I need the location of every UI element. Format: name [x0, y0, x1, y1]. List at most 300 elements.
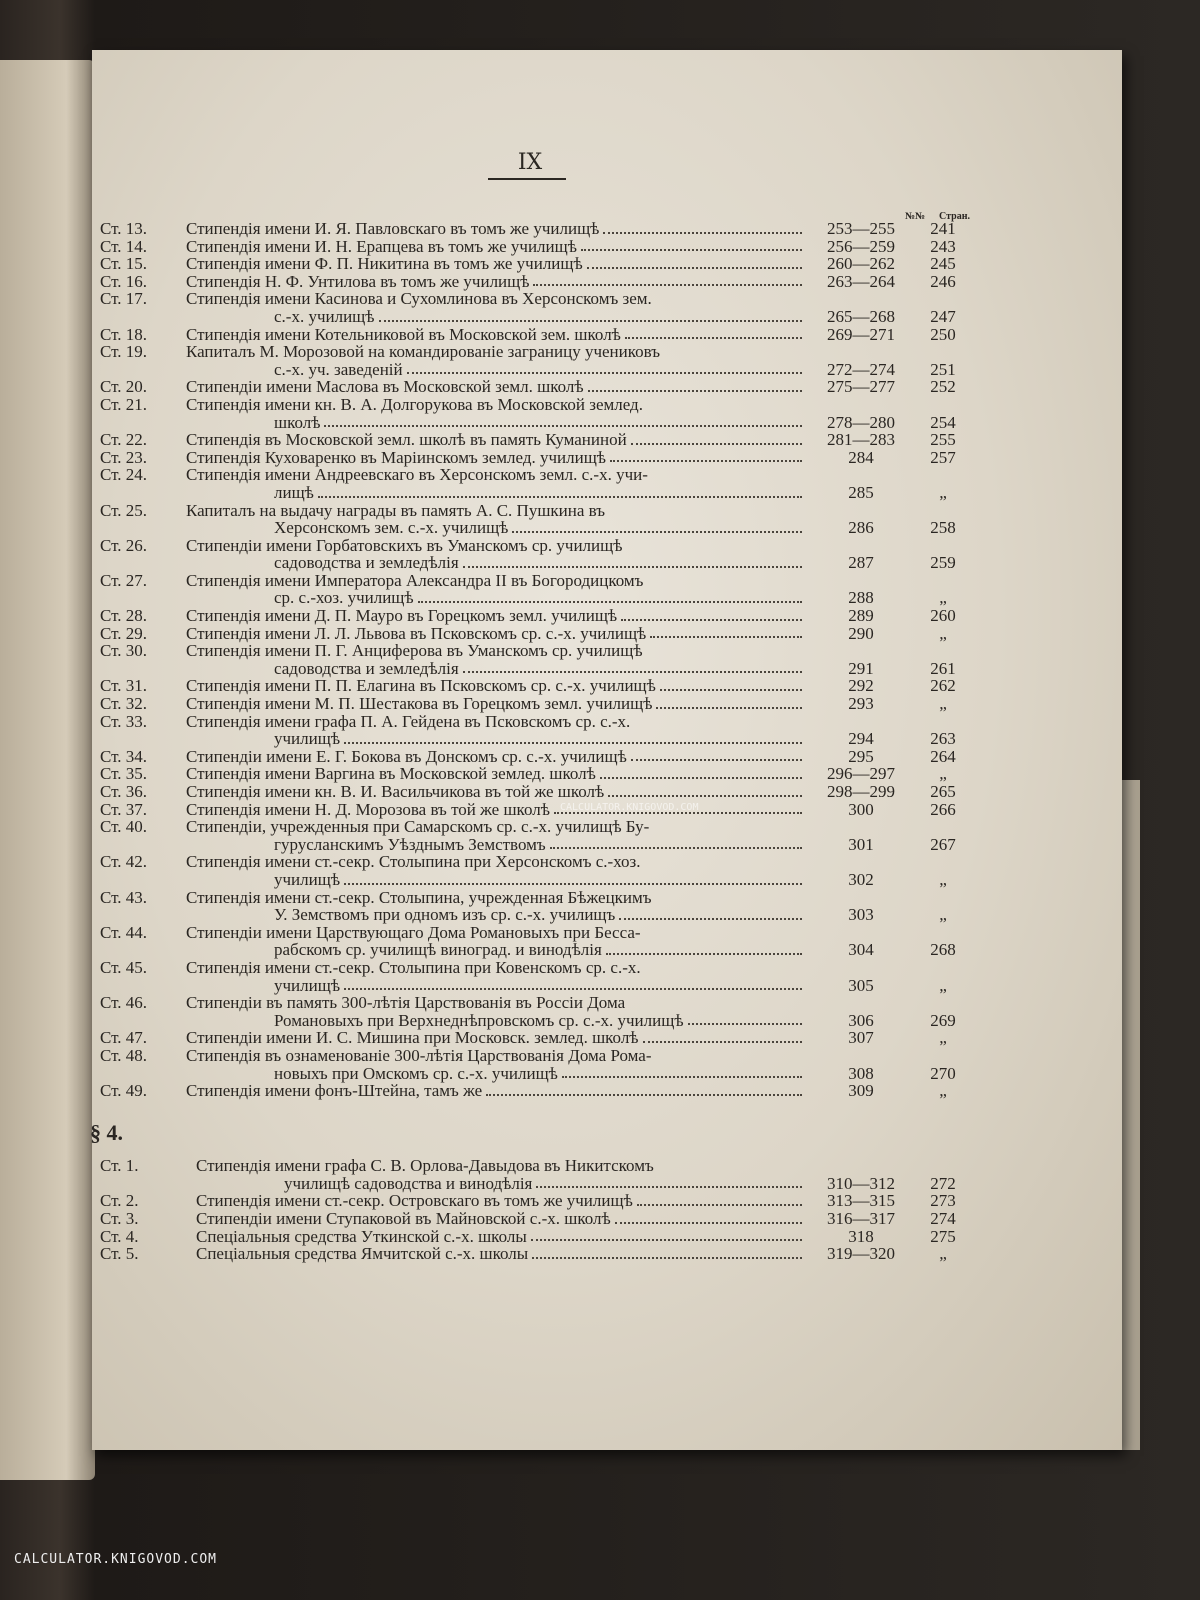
dot-leader [688, 1023, 802, 1025]
toc-entry [100, 220, 970, 238]
entry-title-line [196, 1192, 806, 1210]
entry-title [186, 343, 806, 378]
entry-title-text: садоводства и земледѣлія [274, 553, 459, 573]
entry-numbers: 265—268 [827, 306, 895, 326]
dot-leader [615, 1222, 802, 1224]
entry-page: 241 [930, 219, 956, 238]
entry-title-text: школѣ [274, 412, 321, 432]
entry-title-line [196, 1157, 806, 1175]
dot-leader [344, 988, 802, 990]
dot-leader [631, 443, 802, 445]
entry-title [186, 765, 806, 783]
entry-title-text: Стипендіи въ память 300-лѣтія Царствованія въ Россіи Дома [186, 993, 626, 1013]
entry-title-text: Стипендіи, учрежденныя при Самарскомъ ср. с.-х. училищѣ Бу- [186, 817, 650, 837]
entry-title-line [186, 537, 806, 555]
entry-numbers: 260—262 [827, 254, 895, 274]
article-number: Ст. 28. [100, 606, 148, 626]
entry-numbers: 281—283 [827, 430, 895, 450]
dot-leader [587, 267, 802, 269]
entry-title-line [186, 308, 806, 326]
entry-title-line [186, 801, 806, 819]
entry-title-line [196, 1175, 806, 1193]
entry-title-text: ср. с.-хоз. училищѣ [274, 588, 414, 608]
entry-title-line [186, 713, 806, 731]
entry-title-text: Стипендія имени Л. Л. Львова въ Псковскомъ ср. с.-х. училищѣ [186, 623, 647, 643]
entry-title-text: новыхъ при Омскомъ ср. с.-х. училищѣ [274, 1063, 558, 1083]
entry-title-text: Стипендія имени И. Я. Павловскаго въ томъ же училищѣ [186, 219, 600, 238]
entry-title [186, 625, 806, 643]
article-number: Ст. 4. [100, 1226, 139, 1246]
entry-numbers: 300 [848, 799, 874, 819]
toc-entry [100, 378, 970, 396]
entry-page: 251 [930, 359, 956, 379]
entry-numbers: 305 [848, 975, 874, 995]
entry-title-text: Стипендія имени П. Г. Анциферова въ Уманскомъ ср. училищѣ [186, 641, 643, 661]
dot-leader [660, 689, 802, 691]
toc-entry [100, 572, 970, 607]
entry-title-line [186, 977, 806, 995]
entry-numbers: 278—280 [827, 412, 895, 432]
toc-entry [100, 1192, 970, 1210]
entry-title-text: Стипендіи имени Е. Г. Бокова въ Донскомъ ср. с.-х. училищѣ [186, 746, 627, 766]
entry-title-line [186, 889, 806, 907]
section-4-title: § 4. [90, 1119, 123, 1145]
entry-title [186, 713, 806, 748]
entry-page: 273 [930, 1191, 956, 1211]
dot-leader [621, 619, 802, 621]
entry-numbers: 301 [848, 834, 874, 854]
entry-title-line [186, 484, 806, 502]
toc-entry [100, 748, 970, 766]
entry-title-line [186, 396, 806, 414]
entry-title [186, 466, 806, 501]
entry-title-line [186, 220, 806, 238]
dot-leader [606, 953, 802, 955]
article-number: Ст. 1. [100, 1156, 139, 1176]
toc-entry [100, 273, 970, 291]
article-number: Ст. 23. [100, 447, 148, 467]
entry-title-line [186, 273, 806, 291]
entry-numbers: 293 [848, 694, 874, 714]
entry-title [186, 959, 806, 994]
dot-leader [643, 1041, 802, 1043]
column-headers [905, 208, 970, 226]
entry-title-text: Стипендія имени И. Н. Ерапцева въ томъ же училищѣ [186, 236, 577, 256]
entry-numbers: 263—264 [827, 271, 895, 291]
entry-title-line [186, 466, 806, 484]
entry-page: 270 [930, 1063, 956, 1083]
entry-numbers: 298—299 [827, 782, 895, 801]
entry-title-text: Стипендіи имени Маслова въ Московской земл. школѣ [186, 377, 584, 397]
entry-title-line [186, 836, 806, 854]
toc-entry [100, 625, 970, 643]
entry-numbers: 286 [848, 518, 874, 538]
entry-title [186, 290, 806, 325]
dot-leader [625, 337, 802, 339]
entry-numbers: 308 [848, 1063, 874, 1083]
entry-page: „ [939, 1028, 947, 1048]
entry-page: 250 [930, 324, 956, 344]
dot-leader [463, 566, 802, 568]
entry-title-line [186, 695, 806, 713]
article-number: Ст. 44. [100, 922, 148, 942]
toc-entry [100, 713, 970, 748]
entry-title-line [186, 290, 806, 308]
entry-page: 243 [930, 236, 956, 256]
entry-title-text: Стипендія въ Московской земл. школѣ въ память Куманиной [186, 430, 627, 450]
article-number: Ст. 31. [100, 676, 148, 696]
entry-title [186, 677, 806, 695]
entry-title-text: Стипендія имени П. П. Елагина въ Псковскомъ ср. с.-х. училищѣ [186, 676, 656, 696]
entry-title-line [186, 572, 806, 590]
entry-title [186, 607, 806, 625]
entry-title [196, 1245, 806, 1263]
toc-entry [100, 801, 970, 819]
entry-numbers: 294 [848, 729, 874, 749]
dot-leader [533, 284, 802, 286]
article-number: Ст. 48. [100, 1045, 148, 1065]
entry-title-text: Стипендія имени Императора Александра II въ Богородицкомъ [186, 570, 644, 590]
entry-title-line [186, 607, 806, 625]
entry-title-text: училищѣ садоводства и винодѣлія [284, 1173, 533, 1193]
entry-title-text: Стипендія имени ст.-секр. Столыпина, учрежденная Бѣжецкимъ [186, 887, 652, 907]
entry-page: „ [939, 1244, 947, 1264]
entry-title-text: Стипендія въ ознаменованіе 300-лѣтія Царствованія Дома Рома- [186, 1045, 652, 1065]
entry-title-text: Романовыхъ при Верхнеднѣпровскомъ ср. с.-х. училищѣ [274, 1010, 684, 1030]
entry-numbers: 269—271 [827, 324, 895, 344]
entry-title-line [186, 1082, 806, 1100]
entry-title-text: Стипендіи имени Ступаковой въ Майновской с.-х. школѣ [196, 1209, 611, 1229]
entry-title-line [186, 361, 806, 379]
entry-page: 269 [930, 1010, 956, 1030]
dot-leader [608, 795, 802, 797]
article-number: Ст. 21. [100, 394, 148, 414]
dot-leader [318, 496, 802, 498]
dot-leader [536, 1186, 802, 1188]
toc-entry [100, 695, 970, 713]
entry-title-text: садоводства и земледѣлія [274, 658, 459, 678]
entry-title-text: Стипендія имени Андреевскаго въ Херсонскомъ земл. с.-х. учи- [186, 465, 648, 485]
entry-title-text: Стипендіи имени Царствующаго Дома Романовыхъ при Бесса- [186, 922, 641, 942]
entry-title-line [186, 378, 806, 396]
entry-title-text: Капиталъ М. Морозовой на командированіе заграницу учениковъ [186, 342, 661, 362]
entry-title-line [186, 1012, 806, 1030]
entry-title-text: Стипендія Н. Ф. Унтилова въ томъ же училищѣ [186, 271, 530, 291]
entry-title-text: Стипендія имени графа С. В. Орлова-Давыдова въ Никитскомъ [196, 1156, 654, 1176]
entry-title-text: Стипендія имени Ф. П. Никитина въ томъ же училищѣ [186, 254, 583, 274]
entry-title-line [186, 1065, 806, 1083]
article-number: Ст. 37. [100, 799, 148, 819]
entry-title-line [186, 765, 806, 783]
entry-title [186, 378, 806, 396]
entry-title [186, 924, 806, 959]
dot-leader [637, 1204, 802, 1206]
entry-title-text: Стипендіи имени Горбатовскихъ въ Уманскомъ ср. училищѣ [186, 535, 623, 555]
article-number: Ст. 46. [100, 993, 148, 1013]
entry-title-text: Херсонскомъ зем. с.-х. училищѣ [274, 518, 509, 538]
entry-page: 259 [930, 553, 956, 573]
toc-entry [100, 1047, 970, 1082]
entry-title [196, 1228, 806, 1246]
entry-page: „ [939, 869, 947, 889]
entry-title-line [186, 853, 806, 871]
entry-title-text: Стипендія имени ст.-секр. Столыпина при Херсонскомъ с.-хоз. [186, 852, 641, 872]
article-number: Ст. 2. [100, 1191, 139, 1211]
entry-title-line [186, 660, 806, 678]
dot-leader [486, 1094, 802, 1096]
article-number: Ст. 26. [100, 535, 148, 555]
toc-entry [100, 537, 970, 572]
dot-leader [650, 636, 802, 638]
entry-page: „ [939, 623, 947, 643]
entry-title [186, 1082, 806, 1100]
entry-page: 272 [930, 1173, 956, 1193]
article-number: Ст. 15. [100, 254, 148, 274]
entry-numbers: 288 [848, 588, 874, 608]
article-number: Ст. 24. [100, 465, 148, 485]
entry-title-text: гурусланскимъ Уѣзднымъ Земствомъ [274, 834, 546, 854]
toc-entry [100, 502, 970, 537]
dot-leader [344, 883, 802, 885]
entry-title-line [186, 625, 806, 643]
entry-page: 255 [930, 430, 956, 450]
entry-title [186, 818, 806, 853]
entry-numbers: 319—320 [827, 1244, 895, 1264]
entry-page: 267 [930, 834, 956, 854]
entry-numbers: 316—317 [827, 1209, 895, 1229]
toc-entry [100, 1228, 970, 1246]
article-number: Ст. 43. [100, 887, 148, 907]
dot-leader [610, 460, 802, 462]
entry-title [186, 783, 806, 801]
entry-page: 247 [930, 306, 956, 326]
toc-entry [100, 765, 970, 783]
dot-leader [531, 1239, 802, 1241]
article-number: Ст. 3. [100, 1209, 139, 1229]
entry-title [186, 326, 806, 344]
article-number: Ст. 18. [100, 324, 148, 344]
entry-numbers: 285 [848, 482, 874, 502]
entry-page: 264 [930, 746, 956, 766]
dot-leader [603, 232, 802, 234]
entry-title-text: Капиталъ на выдачу награды въ память А. С. Пушкина въ [186, 500, 606, 520]
entry-numbers: 307 [848, 1028, 874, 1048]
toc-entry [100, 1157, 970, 1192]
entry-numbers: 289 [848, 606, 874, 626]
toc-entry [100, 783, 970, 801]
entry-title-text: Стипендія имени М. П. Шестакова въ Горецкомъ земл. училищѣ [186, 694, 653, 714]
section-4-list [100, 1157, 970, 1263]
entry-page: 258 [930, 518, 956, 538]
entry-title-line [186, 748, 806, 766]
article-number: Ст. 22. [100, 430, 148, 450]
entry-title [186, 220, 806, 238]
entry-title [196, 1157, 806, 1192]
entry-title-text: Стипендіи имени И. С. Мишина при Московск. землед. школѣ [186, 1028, 639, 1048]
entry-title [186, 431, 806, 449]
entry-title-text: Стипендія имени кн. В. И. Васильчикова въ той же школѣ [186, 782, 605, 801]
toc-entry [100, 449, 970, 467]
entry-page: „ [939, 588, 947, 608]
entry-page: 268 [930, 940, 956, 960]
entry-title-line [186, 502, 806, 520]
toc-entry [100, 1210, 970, 1228]
entry-title [196, 1192, 806, 1210]
entry-title [186, 572, 806, 607]
page-number: IX [517, 150, 543, 175]
entry-title-line [196, 1245, 806, 1263]
entry-title [186, 853, 806, 888]
entry-title-text: училищѣ [274, 975, 341, 995]
entry-title-line [186, 1047, 806, 1065]
entry-page: 261 [930, 658, 956, 678]
entry-title-line [186, 449, 806, 467]
entry-title-line [186, 238, 806, 256]
toc-entry [100, 466, 970, 501]
entry-title [186, 1029, 806, 1047]
entry-page: „ [939, 694, 947, 714]
dot-leader [550, 847, 802, 849]
dot-leader [588, 390, 802, 392]
entry-title-line [186, 519, 806, 537]
dot-leader [324, 425, 802, 427]
entry-page: 275 [930, 1226, 956, 1246]
article-number: Ст. 16. [100, 271, 148, 291]
entry-numbers: 296—297 [827, 764, 895, 784]
entry-title-line [186, 906, 806, 924]
dot-leader [379, 320, 802, 322]
entry-page: „ [939, 482, 947, 502]
dot-leader [512, 531, 802, 533]
entry-numbers: 304 [848, 940, 874, 960]
entry-title-text: Стипендія имени Варгина въ Московской землед. школѣ [186, 764, 596, 784]
entry-title-line [186, 871, 806, 889]
entry-title-line [186, 959, 806, 977]
column-header-pages: Стран. [939, 211, 970, 222]
entry-page: 260 [930, 606, 956, 626]
article-number: Ст. 32. [100, 694, 148, 714]
entry-title [196, 1210, 806, 1228]
dot-leader [344, 742, 802, 744]
entry-title-line [186, 589, 806, 607]
entry-page: 245 [930, 254, 956, 274]
toc-entry [100, 1029, 970, 1047]
article-number: Ст. 42. [100, 852, 148, 872]
entry-page: 266 [930, 799, 956, 819]
entry-page: 265 [930, 782, 956, 801]
entry-numbers: 253—255 [827, 219, 895, 238]
entry-title-text: Стипендія имени ст.-секр. Столыпина при Ковенскомъ ср. с.-х. [186, 957, 641, 977]
article-number: Ст. 17. [100, 289, 148, 309]
toc-entry [100, 1082, 970, 1100]
entry-title [186, 273, 806, 291]
entry-page: „ [939, 905, 947, 925]
entry-title-line [196, 1210, 806, 1228]
toc-entry [100, 642, 970, 677]
entry-numbers: 272—274 [827, 359, 895, 379]
article-number: Ст. 36. [100, 782, 148, 801]
toc-entry [100, 924, 970, 959]
article-number: Ст. 30. [100, 641, 148, 661]
article-number: Ст. 45. [100, 957, 148, 977]
entry-title [186, 642, 806, 677]
dot-leader [463, 671, 802, 673]
entry-numbers: 284 [848, 447, 874, 467]
entry-title-line [186, 730, 806, 748]
entry-title-line [186, 326, 806, 344]
toc-entry [100, 818, 970, 853]
entry-title-line [186, 994, 806, 1012]
dot-leader [562, 1076, 802, 1078]
article-number: Ст. 25. [100, 500, 148, 520]
entry-title-line [186, 414, 806, 432]
watermark-footer: CALCULATOR.KNIGOVOD.COM [14, 1552, 218, 1567]
entry-page: 257 [930, 447, 956, 467]
entry-title [186, 396, 806, 431]
entry-title-line [186, 343, 806, 361]
entry-title-line [186, 642, 806, 660]
entry-title-text: У. Земствомъ при одномъ изъ ср. с.-х. училищъ [274, 905, 616, 925]
entry-numbers: 275—277 [827, 377, 895, 397]
dot-leader [418, 601, 802, 603]
section-3-list [100, 220, 970, 1100]
toc-entry [100, 396, 970, 431]
entry-page: „ [939, 975, 947, 995]
entry-page: 246 [930, 271, 956, 291]
article-number: Ст. 20. [100, 377, 148, 397]
entry-title [186, 255, 806, 273]
entry-page: 254 [930, 412, 956, 432]
dot-leader [600, 777, 802, 779]
article-number: Ст. 27. [100, 570, 148, 590]
entry-title-text: Стипендія имени Котельниковой въ Московской зем. школѣ [186, 324, 621, 344]
entry-numbers: 287 [848, 553, 874, 573]
entry-title-text: училищѣ [274, 869, 341, 889]
entry-title [186, 1047, 806, 1082]
dot-leader [631, 759, 802, 761]
entry-title-text: Стипендія имени кн. В. А. Долгорукова въ Московской землед. [186, 394, 643, 414]
article-number: Ст. 34. [100, 746, 148, 766]
entry-numbers: 310—312 [827, 1173, 895, 1193]
entry-numbers: 306 [848, 1010, 874, 1030]
dot-leader [581, 249, 802, 251]
toc-entry [100, 889, 970, 924]
entry-title [186, 449, 806, 467]
entry-numbers: 313—315 [827, 1191, 895, 1211]
entry-numbers: 302 [848, 869, 874, 889]
article-number: Ст. 35. [100, 764, 148, 784]
toc-entry [100, 994, 970, 1029]
entry-title-line [186, 818, 806, 836]
entry-title-line [186, 431, 806, 449]
entry-title-line [186, 255, 806, 273]
entry-numbers: 291 [848, 658, 874, 678]
entry-title-text: училищѣ [274, 729, 341, 749]
entry-title-text: Стипендія имени Касинова и Сухомлинова въ Херсонскомъ зем. [186, 289, 652, 309]
entry-title-text: Стипендія Куховаренко въ Маріинскомъ землед. училищѣ [186, 447, 607, 467]
page-number-rule [488, 178, 566, 180]
dot-leader [619, 918, 802, 920]
entry-title-line [186, 941, 806, 959]
toc-entry [100, 853, 970, 888]
entry-numbers: 290 [848, 623, 874, 643]
entry-title [186, 889, 806, 924]
entry-title-line [186, 783, 806, 801]
entry-page: „ [939, 764, 947, 784]
dot-leader [532, 1257, 802, 1259]
entry-page: 252 [930, 377, 956, 397]
entry-title [186, 537, 806, 572]
